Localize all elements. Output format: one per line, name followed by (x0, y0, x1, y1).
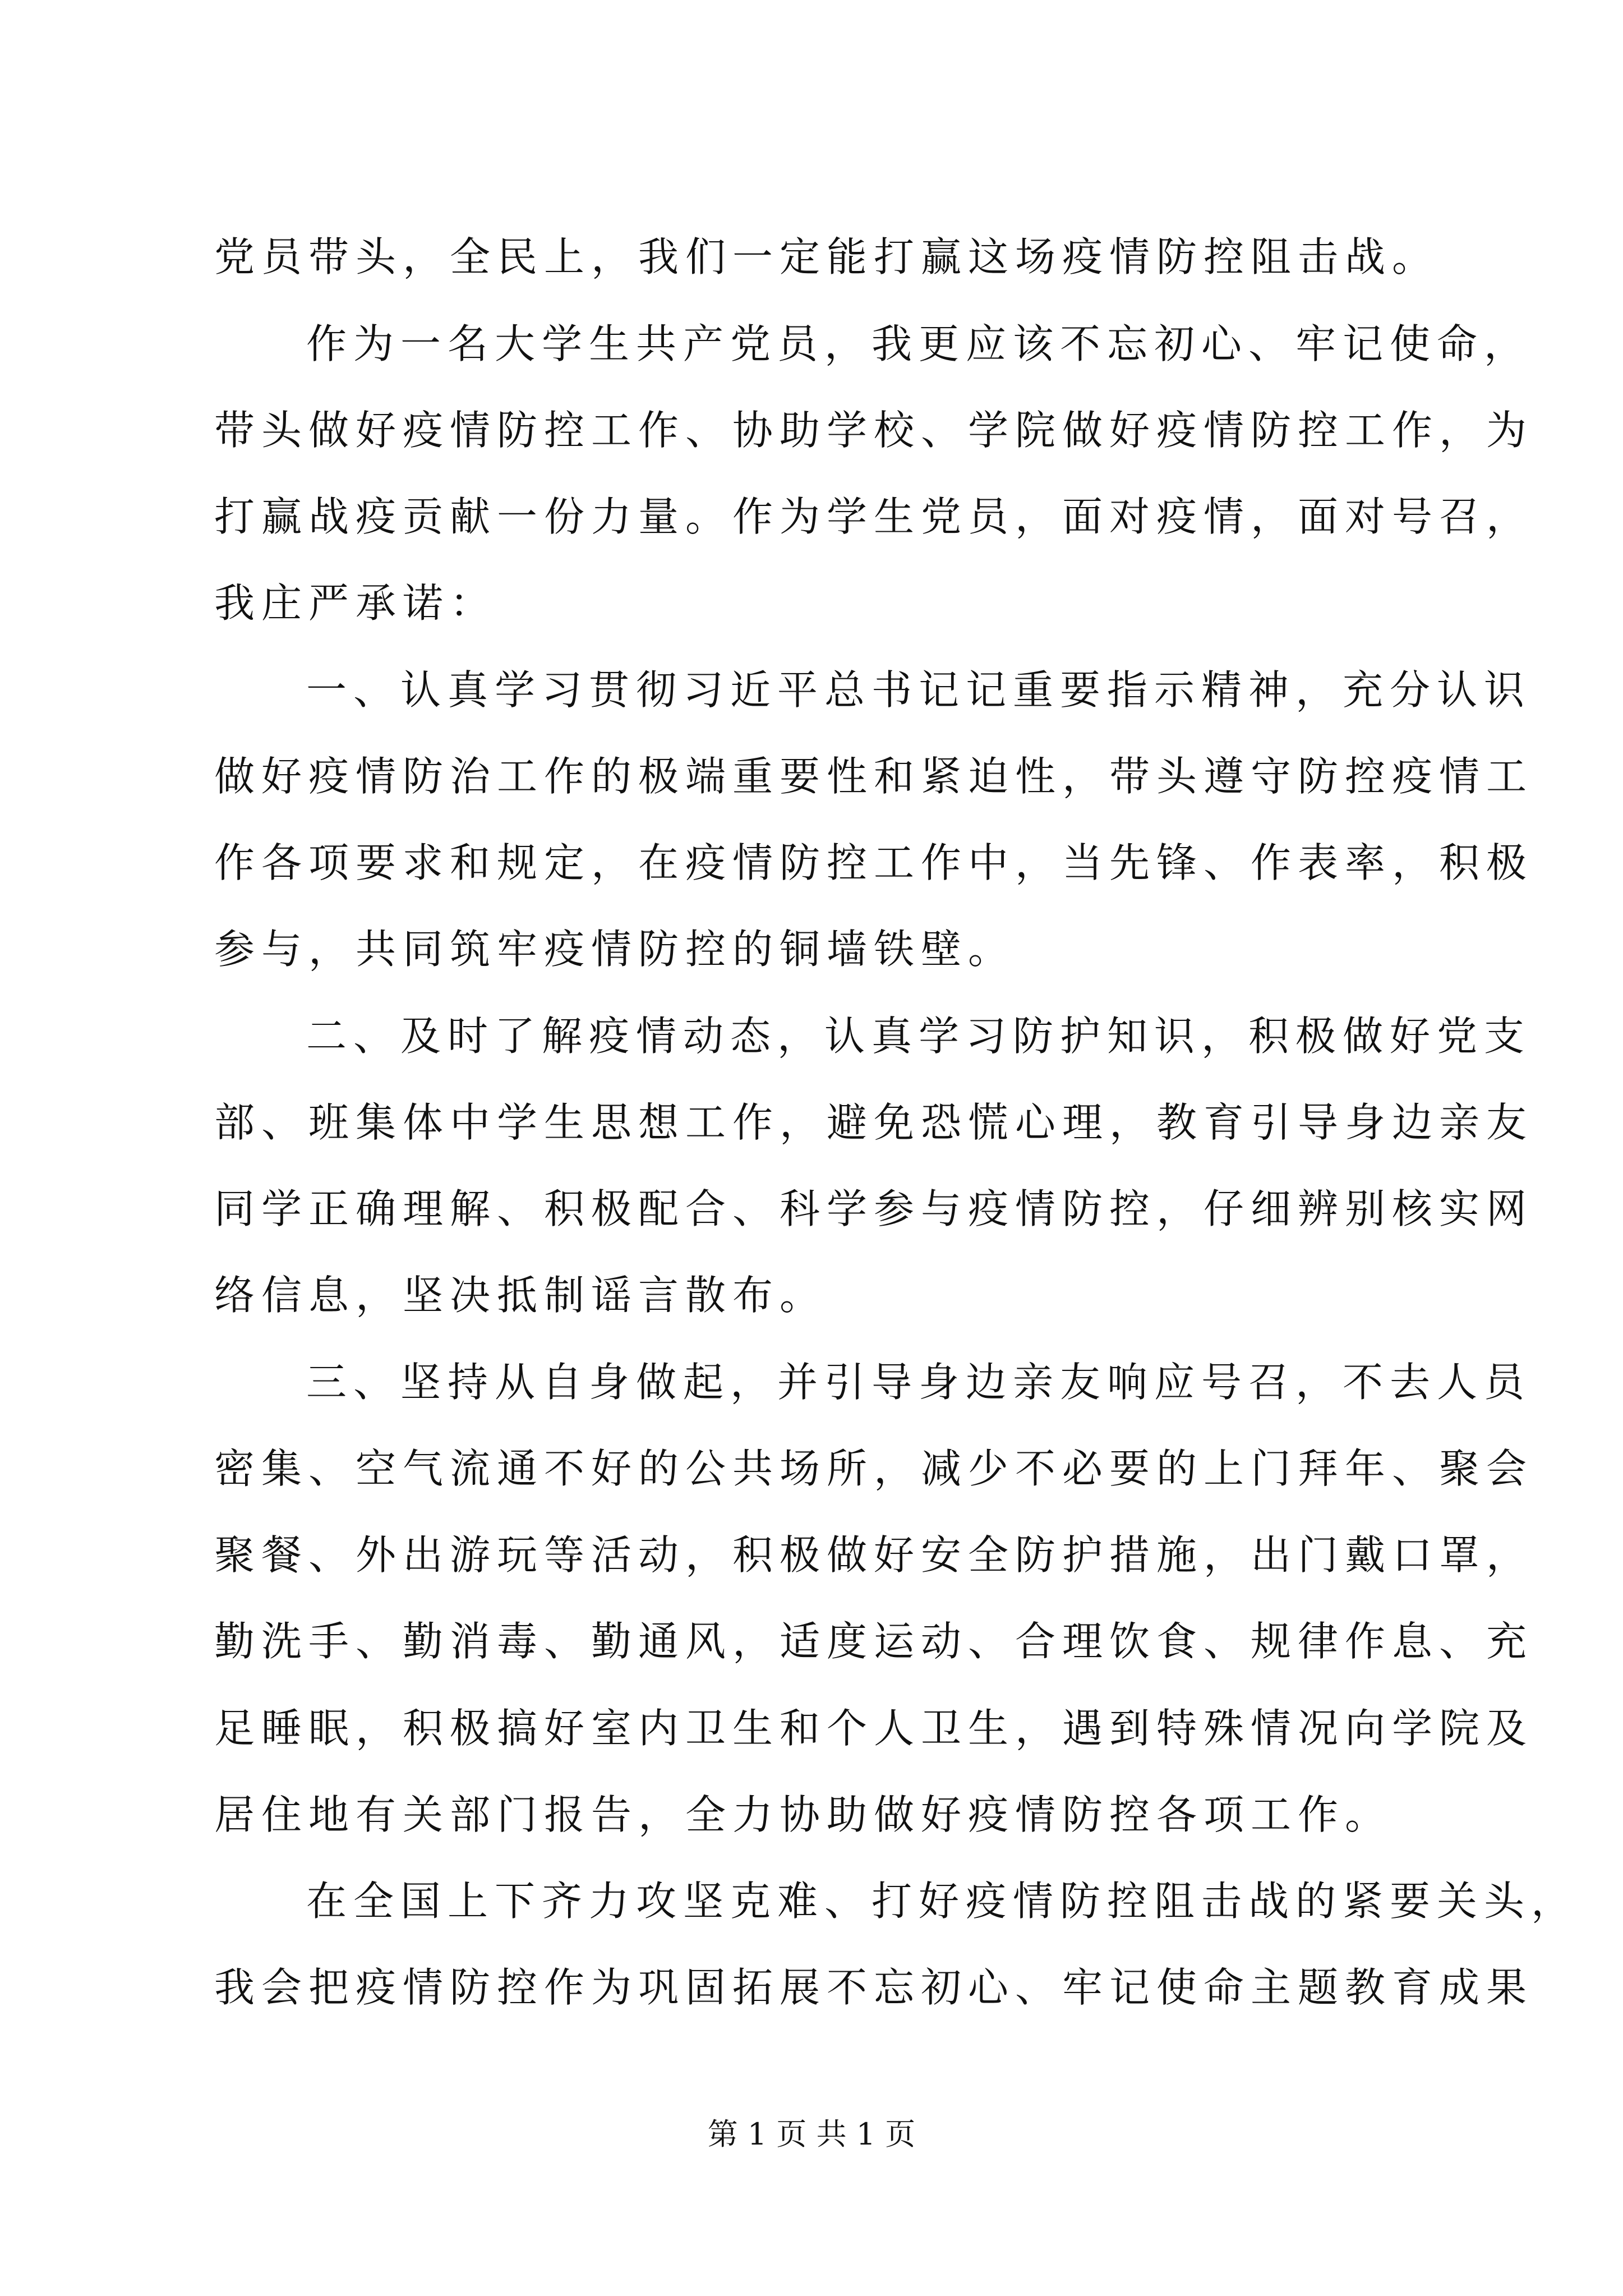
text-line: 在全国上下齐力攻坚克难、打好疫情防控阻击战的紧要关头， (306, 1878, 1579, 1925)
text-line: 作各项要求和规定，在疫情防控工作中，当先锋、作表率，积极 (214, 839, 1534, 886)
text-line: 打赢战疫贡献一份力量。作为学生党员，面对疫情，面对号召， (214, 493, 1534, 540)
text-line: 党员带头，全民上，我们一定能打赢这场疫情防控阻击战。 (214, 233, 1440, 280)
page-number-footer: 第 1 页 共 1 页 (707, 2116, 916, 2152)
text-line: 二、及时了解疫情动态，认真学习防护知识，积极做好党支 (306, 1013, 1532, 1060)
text-line: 我庄严承诺： (214, 579, 497, 627)
text-line: 密集、空气流通不好的公共场所，减少不必要的上门拜年、聚会 (214, 1445, 1534, 1492)
text-line: 居住地有关部门报告，全力协助做好疫情防控各项工作。 (214, 1791, 1393, 1838)
text-line: 参与，共同筑牢疫情防控的铜墙铁壁。 (214, 926, 1016, 973)
text-line: 勤洗手、勤消毒、勤通风，适度运动、合理饮食、规律作息、充 (214, 1618, 1534, 1665)
text-line: 三、坚持从自身做起，并引导身边亲友响应号召，不去人员 (306, 1359, 1532, 1406)
text-line: 同学正确理解、积极配合、科学参与疫情防控，仔细辨别核实网 (214, 1185, 1534, 1232)
text-line: 带头做好疫情防控工作、协助学校、学院做好疫情防控工作，为 (214, 407, 1534, 454)
text-line: 一、认真学习贯彻习近平总书记记重要指示精神，充分认识 (306, 666, 1532, 714)
text-line: 做好疫情防治工作的极端重要性和紧迫性，带头遵守防控疫情工 (214, 753, 1534, 800)
text-line: 部、班集体中学生思想工作，避免恐慌心理，教育引导身边亲友 (214, 1099, 1534, 1146)
text-line: 作为一名大学生共产党员，我更应该不忘初心、牢记使命， (306, 320, 1532, 367)
text-line: 络信息，坚决抵制谣言散布。 (214, 1272, 827, 1319)
text-line: 聚餐、外出游玩等活动，积极做好安全防护措施，出门戴口罩， (214, 1531, 1534, 1579)
text-line: 足睡眠，积极搞好室内卫生和个人卫生，遇到特殊情况向学院及 (214, 1705, 1534, 1752)
text-line: 我会把疫情防控作为巩固拓展不忘初心、牢记使命主题教育成果 (214, 1964, 1534, 2011)
